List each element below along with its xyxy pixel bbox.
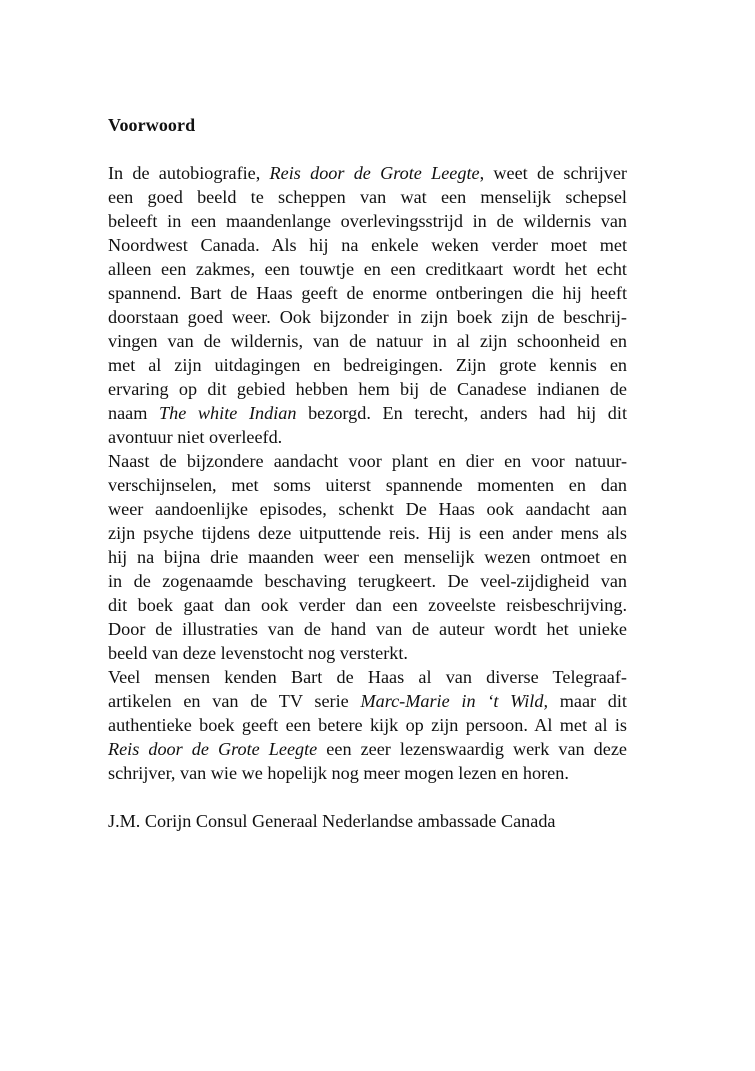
text-run: in de zogenaamde beschaving terugkeert. De veel-zijdigheid van: [108, 571, 627, 591]
text-line: [108, 593, 627, 617]
text-run: weer aandoenlijke episodes, schenkt De Haas ook aandacht aan: [108, 499, 627, 519]
text-run: een zeer lezenswaardig werk van deze: [317, 739, 627, 759]
text-line: [108, 161, 627, 185]
text-run: schrijver, van wie we hopelijk nog meer mogen lezen en horen.: [108, 763, 569, 783]
text-line: [108, 185, 627, 209]
italic-title: Marc-Marie in ‘t Wild,: [360, 691, 548, 711]
paragraph: [108, 161, 627, 449]
text-line: [108, 545, 627, 569]
text-line: [108, 713, 627, 737]
text-run: beeld van deze levenstocht nog versterkt.: [108, 643, 408, 663]
text-run: doorstaan goed weer. Ook bijzonder in zijn boek zijn de beschrij-: [108, 307, 627, 327]
text-run: met al zijn uitdagingen en bedreigingen. Zijn grote kennis en: [108, 355, 627, 375]
text-line: [108, 665, 627, 689]
text-line: [108, 281, 627, 305]
text-run: alleen een zakmes, een touwtje en een creditkaart wordt het echt: [108, 259, 627, 279]
text-run: een goed beeld te scheppen van wat een menselijk schepsel: [108, 187, 627, 207]
text-run: dit boek gaat dan ook verder dan een zoveelste reisbeschrijving.: [108, 595, 627, 615]
text-run: spannend. Bart de Haas geeft de enorme ontberingen die hij heeft: [108, 283, 627, 303]
text-line: [108, 761, 627, 785]
text-run: maar dit: [548, 691, 627, 711]
italic-title: Reis door de Grote Leegte: [108, 739, 318, 759]
text-line: [108, 425, 627, 449]
text-line: [108, 329, 627, 353]
text-run: vingen van de wildernis, van de natuur in al zijn schoonheid en: [108, 331, 627, 351]
text-run: authentieke boek geeft een betere kijk op zijn persoon. Al met al is: [108, 715, 627, 735]
text-line: [108, 569, 627, 593]
text-line: [108, 305, 627, 329]
text-line: [108, 233, 627, 257]
text-run: bezorgd. En terecht, anders had hij dit: [296, 403, 627, 423]
text-line: [108, 257, 627, 281]
text-run: beleeft in een maandenlange overlevingsstrijd in de wildernis van: [108, 211, 627, 231]
text-run: Veel mensen kenden Bart de Haas al van diverse Telegraaf-: [108, 667, 627, 687]
text-line: [108, 401, 627, 425]
text-line: [108, 617, 627, 641]
text-run: naam: [108, 403, 160, 423]
paragraph: [108, 449, 627, 665]
text-run: zijn psyche tijdens deze uitputtende reis. Hij is een ander mens als: [108, 523, 627, 543]
text-line: [108, 353, 627, 377]
page-title: Voorwoord: [108, 115, 196, 135]
text-line: [108, 377, 627, 401]
text-run: artikelen en van de TV serie: [108, 691, 361, 711]
text-line: [108, 449, 627, 473]
text-run: avontuur niet overleefd.: [108, 427, 283, 447]
italic-title: The white Indian: [159, 403, 297, 423]
text-line: [108, 521, 627, 545]
text-run: Naast de bijzondere aandacht voor plant en dier en voor natuur-: [108, 451, 627, 471]
text-run: In de autobiografie,: [108, 163, 270, 183]
text-run: ervaring op dit gebied hebben hem bij de Canadese indianen de: [108, 379, 627, 399]
text-run: verschijnselen, met soms uiterst spannende momenten en dan: [108, 475, 627, 495]
text-line: [108, 473, 627, 497]
italic-title: Reis door de Grote Leegte: [269, 163, 480, 183]
text-run: hij na bijna drie maanden weer een menselijk wezen ontmoet en: [108, 547, 627, 567]
paragraph: [108, 665, 627, 785]
text-line: [108, 689, 627, 713]
signature-line: J.M. Corijn Consul Generaal Nederlandse ambassade Canada: [108, 811, 556, 831]
document-page: [108, 113, 627, 833]
text-line: [108, 641, 627, 665]
foreword-body: [108, 161, 627, 785]
text-run: Noordwest Canada. Als hij na enkele weken verder moet met: [108, 235, 627, 255]
text-run: Door de illustraties van de hand van de auteur wordt het unieke: [108, 619, 627, 639]
text-line: [108, 209, 627, 233]
text-line: [108, 497, 627, 521]
text-run: , weet de schrijver: [479, 163, 627, 183]
text-line: [108, 737, 627, 761]
